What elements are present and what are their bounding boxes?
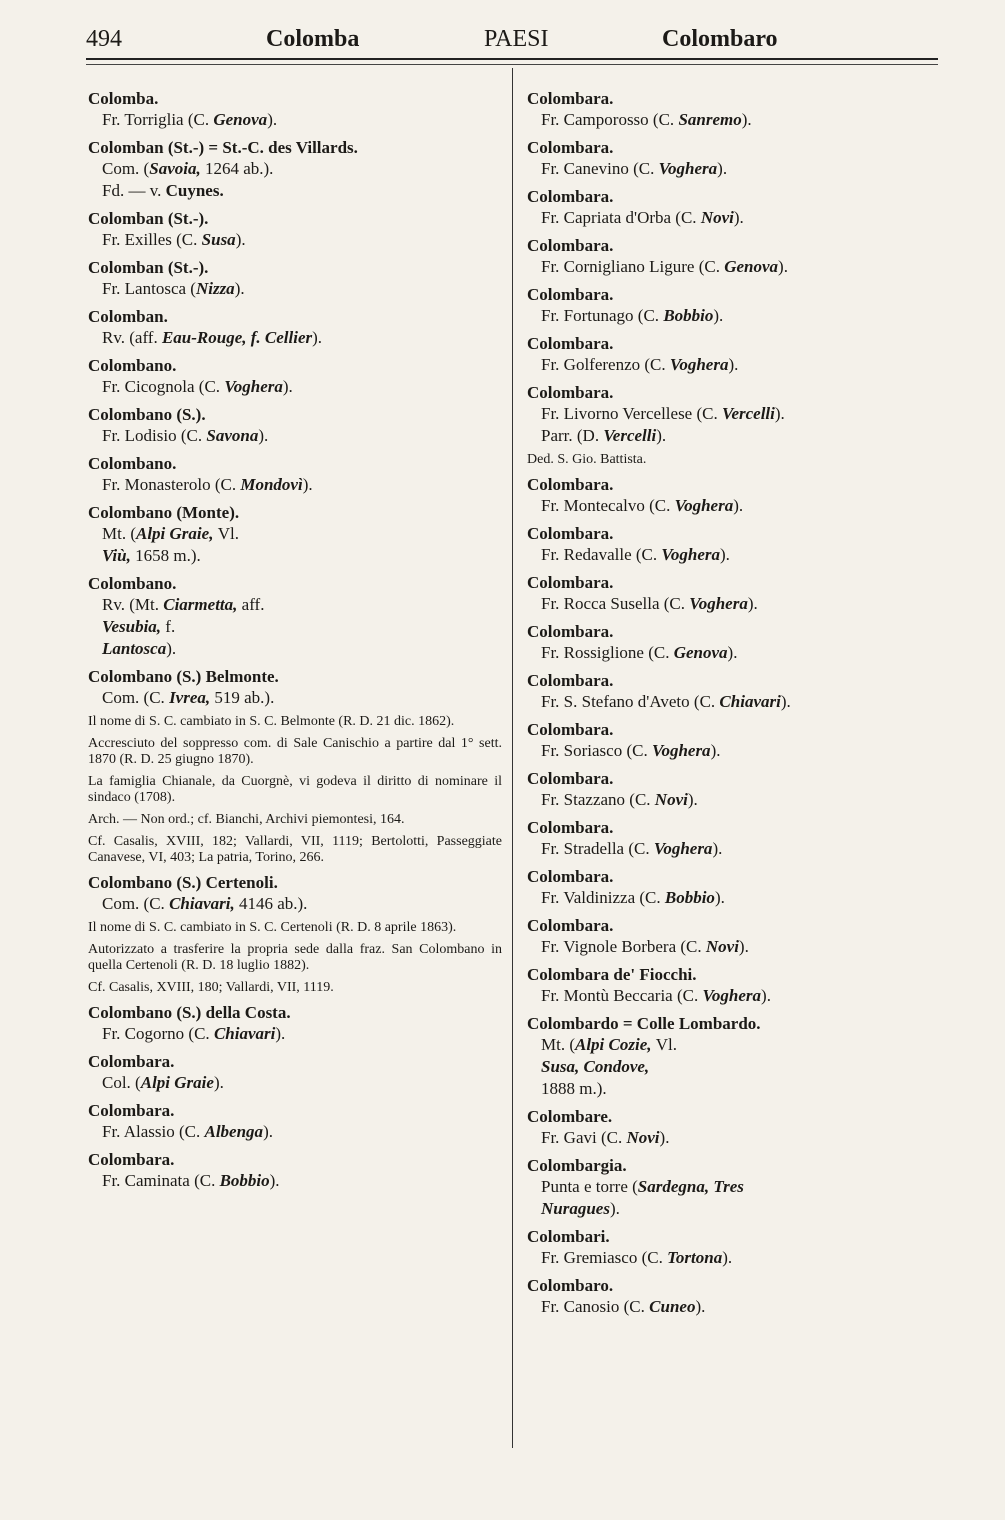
entry-text: Fr. Torriglia (C. <box>102 110 214 129</box>
entry-text: Vl. <box>217 524 239 543</box>
entry-text: ). <box>727 643 738 662</box>
place-name: Nuragues <box>541 1199 610 1218</box>
place-name: Sardegna, Tres <box>637 1177 744 1196</box>
entry-headword: Colombano (S.) Belmonte. <box>88 667 279 686</box>
entry-text: ). <box>713 306 724 325</box>
dictionary-entry <box>88 1051 502 1094</box>
dictionary-entry <box>88 257 502 300</box>
entry-text: Fr. Redavalle (C. <box>541 545 662 564</box>
entry-text: ). <box>712 839 723 858</box>
entry-headword: Colombara. <box>527 867 614 886</box>
place-name: Genova <box>724 257 779 276</box>
entry-line <box>527 109 939 131</box>
place-name: Voghera <box>661 545 720 564</box>
entry-headword: Colombara. <box>527 285 614 304</box>
dictionary-entry <box>527 572 939 615</box>
entry-line <box>88 545 502 567</box>
entry-note: La famiglia Chianale, da Cuorgnè, vi godeva il diritto di nominare il sindaco (1708). <box>88 774 502 805</box>
entry-text: aff. <box>241 595 265 614</box>
entry-line <box>527 354 939 376</box>
place-name: Eau-Rouge, f. Cellier <box>161 328 313 347</box>
entry-line <box>527 936 939 958</box>
entry-line <box>527 838 939 860</box>
entry-headword: Colomban (St.-) = St.-C. des Villards. <box>88 138 358 157</box>
entry-line <box>527 985 939 1007</box>
entry-line <box>527 158 939 180</box>
entry-text: Fr. Canevino (C. <box>541 159 659 178</box>
entry-line <box>88 109 502 131</box>
entry-text: ). <box>780 692 791 711</box>
entry-headword: Colombano. <box>88 454 177 473</box>
dictionary-entry <box>527 523 939 566</box>
entry-headword: Colombara. <box>527 383 614 402</box>
entry-text: ). <box>722 1248 733 1267</box>
entry-text: Fr. Montù Beccaria (C. <box>541 986 703 1005</box>
dictionary-entry <box>88 404 502 447</box>
place-name: Ciarmetta, <box>163 595 242 614</box>
entry-text: ). <box>741 110 752 129</box>
dictionary-entry <box>88 872 502 996</box>
header-rule <box>86 58 938 60</box>
dictionary-entry <box>527 915 939 958</box>
dictionary-entry <box>527 768 939 811</box>
entry-text: Fr. Rocca Susella (C. <box>541 594 690 613</box>
entry-text: Fr. Livorno Vercellese (C. <box>541 404 722 423</box>
entry-line <box>88 893 502 915</box>
left-guide-word: Colomba <box>266 26 360 52</box>
entry-text: ). <box>738 937 749 956</box>
entry-text: ). <box>761 986 771 1005</box>
dictionary-entry <box>88 453 502 496</box>
place-name: Voghera <box>674 496 734 515</box>
entry-headword: Colombano (S.) Certenoli. <box>88 873 278 892</box>
entry-line <box>88 376 502 398</box>
place-name: Novi <box>626 1128 660 1147</box>
running-header <box>86 24 938 56</box>
dictionary-entry <box>527 137 939 180</box>
entry-text: ). <box>234 279 245 298</box>
right-guide-word: Colombaro <box>662 26 778 52</box>
entry-headword: Colombano. <box>88 574 177 593</box>
entry-text: Mt. ( <box>541 1035 575 1054</box>
dictionary-entry <box>88 1100 502 1143</box>
place-name: Genova <box>213 110 268 129</box>
entry-text: ). <box>695 1297 706 1316</box>
entry-text: Fr. Fortunago (C. <box>541 306 664 325</box>
entry-headword: Colombara. <box>527 916 614 935</box>
entry-headword: Colombara. <box>88 1150 175 1169</box>
dictionary-entry <box>88 137 502 202</box>
entry-text: Fr. Monasterolo (C. <box>102 475 241 494</box>
entry-text: ). <box>609 1199 620 1218</box>
place-name: Bobbio <box>219 1171 270 1190</box>
entry-line <box>88 1023 502 1045</box>
entry-text: ). <box>717 159 728 178</box>
place-name: Novi <box>654 790 688 809</box>
entry-text: Fr. Camporosso (C. <box>541 110 679 129</box>
entry-line <box>88 1170 502 1192</box>
entry-text: Fr. Rossiglione (C. <box>541 643 674 662</box>
entry-text: ). <box>302 475 313 494</box>
entry-text: Fr. Capriata d'Orba (C. <box>541 208 701 227</box>
entry-headword: Colomba. <box>88 89 159 108</box>
entry-note: Il nome di S. C. cambiato in S. C. Certenoli (R. D. 8 aprile 1863). <box>88 920 457 935</box>
entry-line <box>527 425 939 447</box>
entry-text: ). <box>282 377 293 396</box>
entry-text: 1264 ab.). <box>200 159 274 178</box>
dictionary-entry <box>527 474 939 517</box>
place-name: Viù, <box>102 546 131 565</box>
dictionary-entry <box>88 502 502 567</box>
dictionary-entry <box>527 1155 939 1220</box>
place-name: Mondovì <box>240 475 303 494</box>
entry-text: ). <box>774 404 785 423</box>
place-name: Susa, Condove, <box>541 1057 650 1076</box>
entry-note: Accresciuto del soppresso com. di Sale Canischio a partire dal 1° sett. 1870 (R. D. 25 giugno 1870). <box>88 736 502 767</box>
entry-headword: Colomban (St.-). <box>88 209 209 228</box>
place-name: Voghera <box>689 594 748 613</box>
entry-text: 1888 m.). <box>541 1079 607 1098</box>
entry-text: Fr. Cicognola (C. <box>102 377 225 396</box>
entry-text: ). <box>733 496 744 515</box>
entry-text: Rv. (Mt. <box>102 595 164 614</box>
place-name: Ivrea, <box>169 688 211 707</box>
entry-text: ). <box>710 741 721 760</box>
dictionary-entry <box>527 621 939 664</box>
place-name: Novi <box>705 937 739 956</box>
entry-text: Fr. Stazzano (C. <box>541 790 655 809</box>
place-name: Voghera <box>224 377 283 396</box>
entry-text: Fr. Valdinizza (C. <box>541 888 665 907</box>
place-name: Voghera <box>653 839 713 858</box>
place-name: Alpi Cozie, <box>575 1035 656 1054</box>
entry-line <box>527 544 939 566</box>
entry-headword: Colombargia. <box>527 1156 627 1175</box>
dictionary-entry <box>527 817 939 860</box>
entry-headword: Colombano. <box>88 356 177 375</box>
dictionary-entry <box>527 88 939 131</box>
place-name: Tortona <box>667 1248 723 1267</box>
entry-note: Il nome di S. C. cambiato in S. C. Belmonte (R. D. 21 dic. 1862). <box>88 714 455 729</box>
place-name: Novi <box>700 208 734 227</box>
entry-line <box>88 229 502 251</box>
entry-text: ). <box>728 355 739 374</box>
entry-text: ). <box>719 545 730 564</box>
entry-text: 1658 m.). <box>130 546 201 565</box>
entry-text: Fr. Caminata (C. <box>102 1171 220 1190</box>
place-name: Vercelli <box>721 404 775 423</box>
entry-line <box>527 1296 939 1318</box>
place-name: Voghera <box>669 355 729 374</box>
entry-headword: Colombara. <box>527 236 614 255</box>
entry-headword: Colombara. <box>527 818 614 837</box>
entry-text: Vl. <box>655 1035 678 1054</box>
entry-text: Com. ( <box>102 159 150 178</box>
entry-text: ). <box>258 426 269 445</box>
dictionary-entry <box>88 355 502 398</box>
entry-headword: Colomban. <box>88 307 168 326</box>
place-name: Chiavari <box>213 1024 276 1043</box>
entry-text: Fr. Soriasco (C. <box>541 741 652 760</box>
place-name: Albenga <box>204 1122 264 1141</box>
entry-text: Mt. ( <box>102 524 136 543</box>
entry-headword: Colombara. <box>527 720 614 739</box>
left-column <box>88 88 502 1198</box>
entry-text: Col. ( <box>102 1073 141 1092</box>
dictionary-entry <box>88 1002 502 1045</box>
dictionary-entry <box>527 1106 939 1149</box>
entry-text: ). <box>312 328 323 347</box>
dictionary-entry <box>88 573 502 660</box>
entry-line <box>88 523 502 545</box>
entry-text: ). <box>747 594 758 613</box>
place-name: Voghera <box>651 741 711 760</box>
entry-text: Fr. S. Stefano d'Aveto (C. <box>541 692 720 711</box>
entry-text: 4146 ab.). <box>234 894 308 913</box>
entry-note: Ded. S. Gio. Battista. <box>527 452 647 467</box>
entry-text: Rv. (aff. <box>102 328 162 347</box>
entry-text: ). <box>166 639 177 658</box>
entry-headword: Colombara. <box>527 138 614 157</box>
header-rule-thin <box>86 64 938 65</box>
entry-headword: Colombara. <box>88 1052 175 1071</box>
entry-headword: Colombano (Monte). <box>88 503 240 522</box>
entry-text: Com. (C. <box>102 894 170 913</box>
place-name: Alpi Graie, <box>136 524 218 543</box>
entry-line <box>88 158 502 180</box>
entry-line <box>527 1176 939 1198</box>
dictionary-entry <box>88 1149 502 1192</box>
entry-text: Com. (C. <box>102 688 170 707</box>
entry-text: f. <box>161 617 176 636</box>
place-name: Susa <box>201 230 236 249</box>
entry-text: Fr. Cornigliano Ligure (C. <box>541 257 725 276</box>
entry-text: 519 ab.). <box>210 688 275 707</box>
entry-line <box>88 474 502 496</box>
entry-text: Fr. Cogorno (C. <box>102 1024 214 1043</box>
entry-line <box>88 327 502 349</box>
entry-text: ). <box>778 257 788 276</box>
dictionary-entry <box>527 866 939 909</box>
entry-text: Fr. Lantosca ( <box>102 279 196 298</box>
entry-line <box>88 180 502 202</box>
entry-text: ). <box>263 1122 273 1141</box>
entry-headword: Colomban (St.-). <box>88 258 209 277</box>
entry-line <box>527 1127 939 1149</box>
entry-line <box>527 495 939 517</box>
entry-text: ). <box>714 888 725 907</box>
entry-note: Arch. — Non ord.; cf. Bianchi, Archivi piemontesi, 164. <box>88 812 405 827</box>
entry-line <box>88 616 502 638</box>
entry-line <box>527 403 939 425</box>
entry-text: ). <box>235 230 246 249</box>
entry-line <box>88 687 502 709</box>
place-name: Nizza <box>195 279 235 298</box>
entry-line <box>527 691 939 713</box>
entry-line <box>527 642 939 664</box>
entry-headword: Colombara. <box>527 475 614 494</box>
entry-text: ). <box>656 426 667 445</box>
entry-line <box>527 740 939 762</box>
dictionary-entry <box>88 88 502 131</box>
place-name: Vesubia, <box>102 617 162 636</box>
place-name: Sanremo <box>678 110 742 129</box>
dictionary-entry <box>527 235 939 278</box>
entry-line <box>88 1121 502 1143</box>
dictionary-entry <box>527 719 939 762</box>
entry-line <box>527 1056 939 1078</box>
place-name: Chiavari, <box>169 894 235 913</box>
entry-headword: Colombara. <box>527 573 614 592</box>
entry-text: Fr. Stradella (C. <box>541 839 654 858</box>
right-column <box>527 88 939 1324</box>
dictionary-entry <box>527 1275 939 1318</box>
place-name: Voghera <box>702 986 762 1005</box>
entry-text: Fd. — v. <box>102 181 166 200</box>
cross-reference: Cuynes. <box>165 181 224 200</box>
entry-text: ). <box>267 110 278 129</box>
dictionary-entry <box>527 284 939 327</box>
entry-text: Fr. Golferenzo (C. <box>541 355 670 374</box>
entry-text: Fr. Canosio (C. <box>541 1297 650 1316</box>
place-name: Cuneo <box>649 1297 696 1316</box>
entry-note: Cf. Casalis, XVIII, 182; Vallardi, VII, 1119; Bertolotti, Passeggiate Canavese, VI, 403; La patria, Torino, 266. <box>88 834 502 865</box>
entry-text: Parr. (D. <box>541 426 604 445</box>
entry-line <box>527 1078 939 1100</box>
entry-text: Fr. Vignole Borbera (C. <box>541 937 706 956</box>
entry-text: ). <box>687 790 698 809</box>
entry-text: Punta e torre ( <box>541 1177 638 1196</box>
entry-headword: Colombara de' Fiocchi. <box>527 965 697 984</box>
entry-text: Fr. Alassio (C. <box>102 1122 205 1141</box>
place-name: Lantosca <box>102 639 167 658</box>
entry-line <box>527 1198 939 1220</box>
place-name: Vercelli <box>603 426 657 445</box>
entry-line <box>88 425 502 447</box>
entry-line <box>527 256 939 278</box>
entry-headword: Colombara. <box>527 769 614 788</box>
entry-headword: Colombara. <box>527 524 614 543</box>
entry-headword: Colombara. <box>527 334 614 353</box>
entry-headword: Colombara. <box>527 622 614 641</box>
dictionary-entry <box>88 208 502 251</box>
entry-text: ). <box>275 1024 286 1043</box>
entry-headword: Colombara. <box>88 1101 175 1120</box>
entry-text: ). <box>213 1073 224 1092</box>
dictionary-entry <box>527 964 939 1007</box>
entry-headword: Colombardo = Colle Lombardo. <box>527 1014 761 1033</box>
dictionary-entry <box>527 1226 939 1269</box>
place-name: Chiavari <box>719 692 781 711</box>
entry-line <box>527 305 939 327</box>
entry-text: Fr. Gremiasco (C. <box>541 1248 668 1267</box>
entry-text: ). <box>269 1171 280 1190</box>
entry-line <box>527 1247 939 1269</box>
dictionary-entry <box>527 670 939 713</box>
dictionary-entry <box>527 382 939 468</box>
place-name: Bobbio <box>664 888 715 907</box>
entry-line <box>88 638 502 660</box>
entry-line <box>527 207 939 229</box>
entry-text: ). <box>733 208 744 227</box>
dictionary-entry <box>88 306 502 349</box>
entry-line <box>527 789 939 811</box>
entry-text: ). <box>659 1128 670 1147</box>
dictionary-entry <box>88 666 502 866</box>
column-divider <box>512 68 513 1448</box>
place-name: Savoia, <box>149 159 201 178</box>
entry-headword: Colombaro. <box>527 1276 614 1295</box>
entry-text: Fr. Exilles (C. <box>102 230 202 249</box>
place-name: Savona <box>206 426 259 445</box>
entry-note: Autorizzato a trasferire la propria sede dalla fraz. San Colombano in quella Certenoli (R. D. 18 luglio 1882). <box>88 942 502 973</box>
section-title: PAESI <box>484 26 549 52</box>
place-name: Alpi Graie <box>140 1073 214 1092</box>
place-name: Genova <box>673 643 728 662</box>
page-number: 494 <box>86 26 122 52</box>
place-name: Voghera <box>658 159 718 178</box>
entry-text: Fr. Montecalvo (C. <box>541 496 675 515</box>
entry-line <box>88 594 502 616</box>
entry-line <box>88 278 502 300</box>
entry-headword: Colombari. <box>527 1227 610 1246</box>
entry-line <box>527 1034 939 1056</box>
entry-line <box>527 593 939 615</box>
entry-headword: Colombara. <box>527 671 614 690</box>
entry-headword: Colombara. <box>527 187 614 206</box>
entry-line <box>527 887 939 909</box>
entry-headword: Colombara. <box>527 89 614 108</box>
dictionary-entry <box>527 1013 939 1100</box>
entry-headword: Colombano (S.). <box>88 405 206 424</box>
dictionary-entry <box>527 186 939 229</box>
entry-headword: Colombano (S.) della Costa. <box>88 1003 291 1022</box>
entry-headword: Colombare. <box>527 1107 613 1126</box>
entry-line <box>88 1072 502 1094</box>
entry-text: Fr. Lodisio (C. <box>102 426 207 445</box>
entry-text: Fr. Gavi (C. <box>541 1128 627 1147</box>
place-name: Bobbio <box>663 306 714 325</box>
dictionary-entry <box>527 333 939 376</box>
entry-note: Cf. Casalis, XVIII, 180; Vallardi, VII, 1119. <box>88 980 334 995</box>
